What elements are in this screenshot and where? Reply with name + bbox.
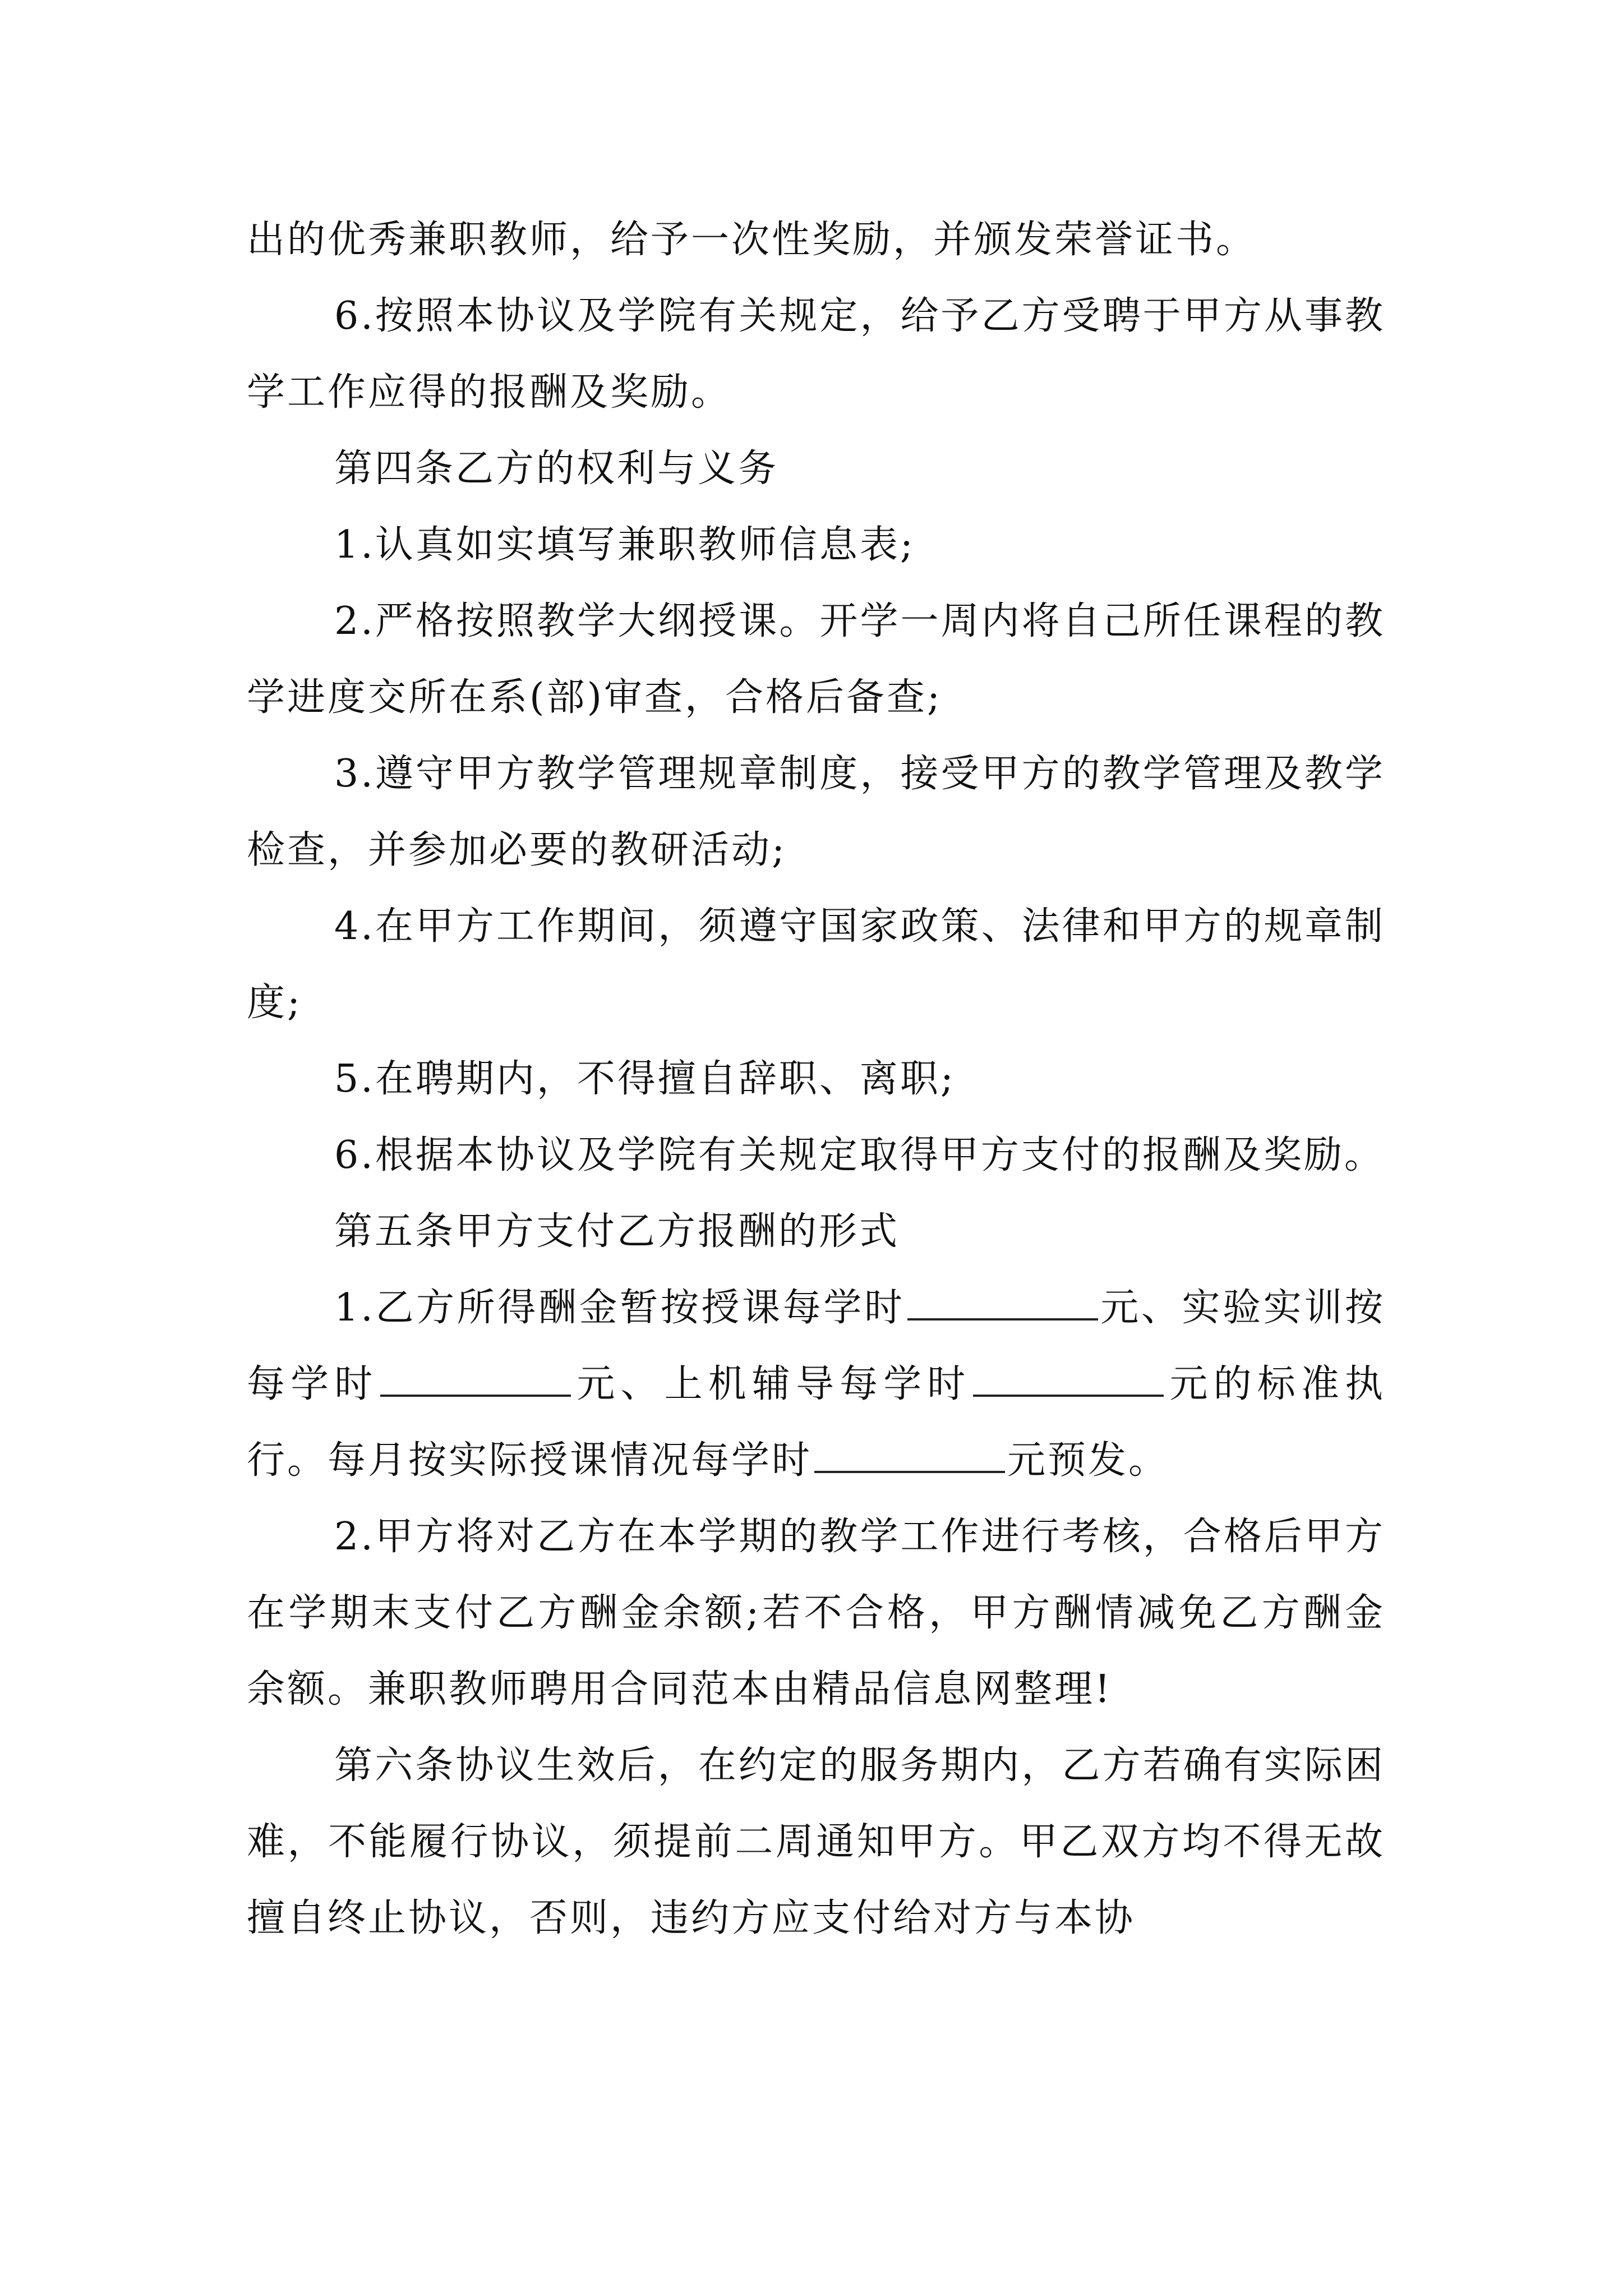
paragraph-article-6: 第六条协议生效后，在约定的服务期内，乙方若确有实际困难，不能履行协议，须提前二周通知甲方。甲乙双方均不得无故擅自终止协议，否则，违约方应支付给对方与本协: [247, 1743, 1385, 1940]
paragraph-article-4-item-3: 3.遵守甲方教学管理规章制度，接受甲方的教学管理及教学检查，并参加必要的教研活动;: [247, 752, 1385, 872]
paragraph-article-4-item-2: 2.严格按照教学大纲授课。开学一周内将自己所任课程的教学进度交所在系(部)审查，合格后备查;: [247, 599, 1385, 720]
paragraph-article-4-item-4: 4.在甲方工作期间，须遵守国家政策、法律和甲方的规章制度;: [247, 904, 1385, 1025]
paragraph-article-4-item-6: 6.根据本协议及学院有关规定取得甲方支付的报酬及奖励。: [334, 1133, 1385, 1177]
payment-text-2: 元、实验实训按每学时: [247, 1286, 1385, 1406]
fill-blank-lecture-rate[interactable]: [907, 1286, 1098, 1320]
section-heading-article-4: 第四条乙方的权利与义务: [334, 447, 779, 491]
payment-text-5: 元预发。: [1007, 1438, 1169, 1483]
payment-text-4: 元的标准执行。每月按实际授课情况每学时: [247, 1362, 1385, 1483]
paragraph-continuation: 出的优秀兼职教师，给予一次性奖励，并颁发荣誉证书。: [247, 218, 1257, 262]
payment-text-3: 元、上机辅导每学时: [573, 1362, 971, 1406]
fill-blank-computer-rate[interactable]: [973, 1362, 1164, 1397]
fill-blank-advance-rate[interactable]: [814, 1438, 1005, 1473]
paragraph-clause-3-item-6: 6.按照本协议及学院有关规定，给予乙方受聘于甲方从事教学工作应得的报酬及奖励。: [247, 294, 1385, 415]
paragraph-article-4-item-1: 1.认真如实填写兼职教师信息表;: [334, 523, 915, 567]
payment-text-1: 1.乙方所得酬金暂按授课每学时: [334, 1286, 905, 1330]
paragraph-article-4-item-5: 5.在聘期内，不得擅自辞职、离职;: [334, 1057, 956, 1101]
document-body: [247, 202, 1385, 1957]
fill-blank-lab-rate[interactable]: [380, 1362, 571, 1397]
section-heading-article-5: 第五条甲方支付乙方报酬的形式: [334, 1209, 900, 1254]
paragraph-article-5-item-2: 2.甲方将对乙方在本学期的教学工作进行考核，合格后甲方在学期末支付乙方酬金余额;若不合格，甲方酬情减免乙方酬金余额。兼职教师聘用合同范本由精品信息网整理!: [247, 1515, 1385, 1711]
paragraph-article-5-item-1: [247, 1270, 1385, 1499]
